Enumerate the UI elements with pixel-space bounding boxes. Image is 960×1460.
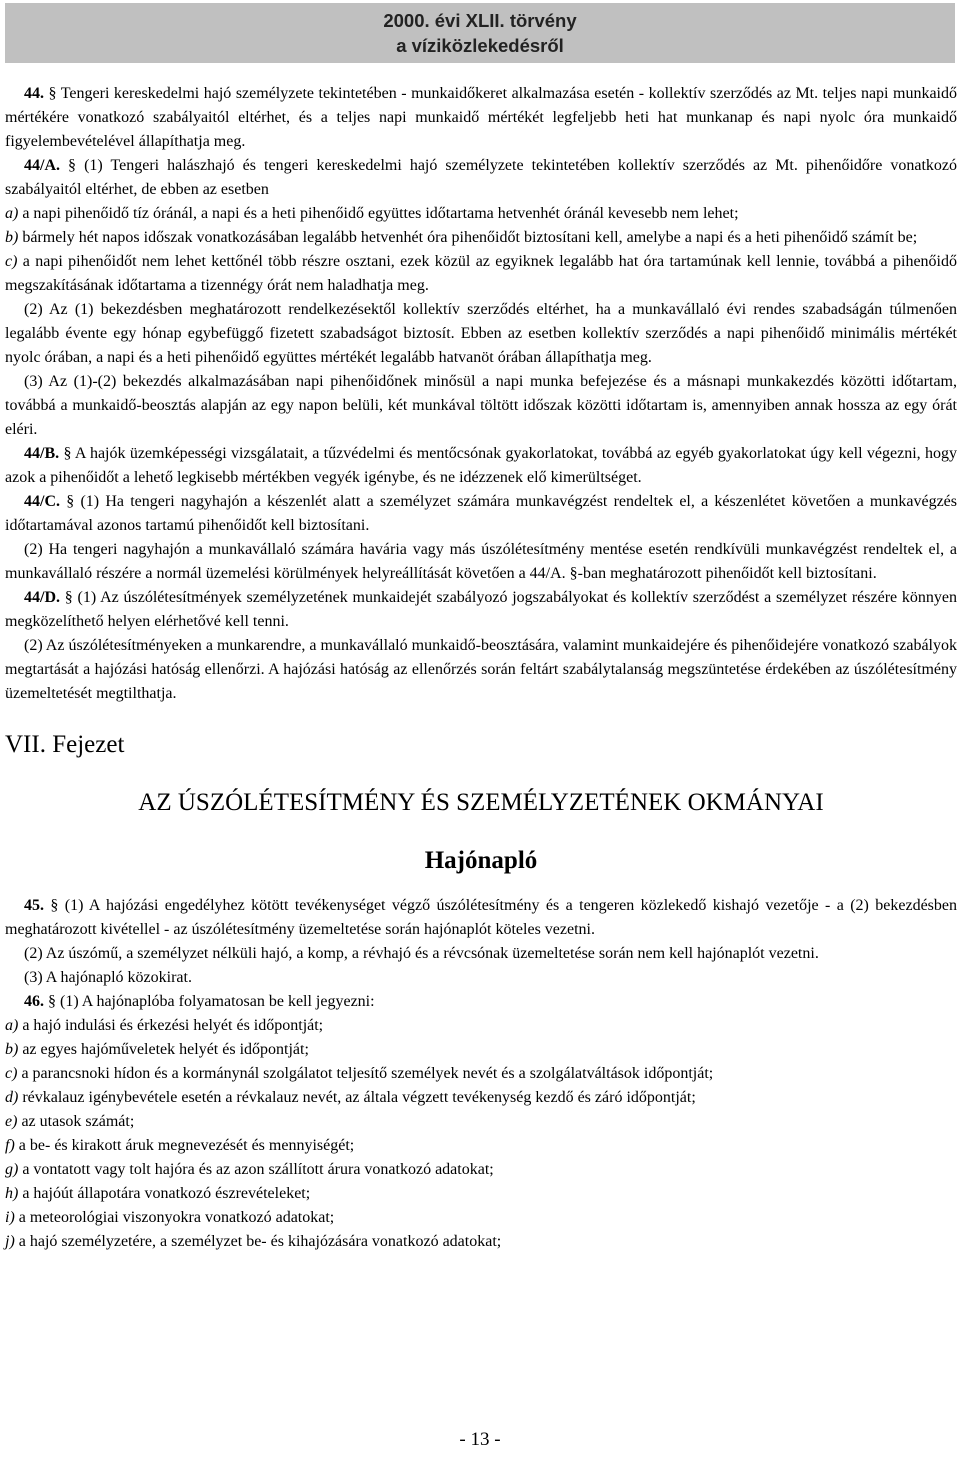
section-number: 45. [24,897,44,914]
document-body [5,82,957,1254]
section-45-p1 [5,894,957,942]
page-header [5,3,955,63]
list-item [5,1062,957,1086]
paragraph-sign: § [48,993,56,1010]
section-text: (1) A hajónaplóba folyamatosan be kell jegyezni: [56,993,375,1010]
chapter-title: AZ ÚSZÓLÉTESÍTMÉNY ÉS SZEMÉLYZETÉNEK OKMÁNYAI [138,789,824,816]
page-number: - 13 - [459,1429,501,1450]
section-number: 44/D. [24,589,60,606]
point-text: az egyes hajóműveletek helyét és időpontját; [18,1041,309,1058]
section-number: 44/C. [24,493,60,510]
paragraph-sign: § [50,897,59,914]
point-text: bármely hét napos időszak vonatkozásában legalább hetvenhét óra pihenőidőt biztosítani kell, amelybe a napi és a heti pihenőidő számít be; [18,229,918,246]
point-label: b) [5,229,19,246]
paragraph-sign: § [66,493,75,510]
point-label: c) [5,253,18,270]
section-46-p1 [5,990,957,1014]
section-44 [5,82,957,154]
section-44a-p1 [5,154,957,202]
section-44d-p1 [5,586,957,634]
point-text: a vontatott vagy tolt hajóra és az azon szállított árura vonatkozó adatokat; [18,1161,494,1178]
header-law-subject: a víziközlekedésről [396,35,564,56]
list-item [5,1230,957,1254]
point-text: a meteorológiai viszonyokra vonatkozó adatokat; [14,1209,335,1226]
point-text: a hajó indulási és érkezési helyét és időpontját; [18,1017,324,1034]
section-text: (1) A hajózási engedélyhez kötött tevékenységet végző úszólétesítmény és a tengeren közlekedő kishajó vezetője - a (2) bekezdésben meghatározott kivétellel - az úszólétesítmény üzemeltetése során hajónaplót köteles vezetni. [5,897,957,938]
list-item [5,1110,957,1134]
section-44b [5,442,957,490]
list-item [5,1134,957,1158]
point-text: révkalauz igénybevétele esetén a révkalauz nevét, az általa végzett tevékenység kezdő és záró időpontját; [18,1089,696,1106]
point-text: a parancsnoki hídon és a kormánynál szolgálatot teljesítő személyek nevét és a szolgálatváltások időpontját; [17,1065,714,1082]
paragraph-sign: § [48,85,57,102]
section-44c-p2: (2) Ha tengeri nagyhajón a munkavállaló számára havária vagy más úszólétesítmény mentése esetén rendkívüli munkavégzést rendeltek el, a munkavállaló részére a normál üzemelési körülmények helyreállítását követően a 44/A. §-ban meghatározott pihenőidőt kell biztosítani. [5,541,957,582]
chapter-subtitle: Hajónapló [424,847,538,874]
section-text: (1) Tengeri halászhajó és tengeri kereskedelmi hajó személyzete tekintetében kollektív szerződés az Mt. pihenőidőre vonatkozó szabályaitól eltérhet, de ebben az esetben [5,157,957,198]
list-item [5,1158,957,1182]
chapter-number: VII. Fejezet [5,731,125,758]
paragraph-sign: § [64,589,73,606]
point-label: e) [5,1113,18,1130]
point-label: a) [5,205,19,222]
point-label: a) [5,1017,19,1034]
point-text: a hajó személyzetére, a személyzet be- és kihajózására vonatkozó adatokat; [14,1233,502,1250]
point-label: j) [5,1233,15,1250]
section-text: (1) Ha tengeri nagyhajón a készenlét alatt a személyzet számára munkavégzést rendeltek el, a készenlétet követően a munkavégzés időtartamával azonos tartamú pihenőidőt kell biztosítani. [5,493,958,534]
list-item [5,1182,957,1206]
section-text: A hajók üzemképességi vizsgálatait, a tűzvédelmi és mentőcsónak gyakorlatokat, továbbá az egyéb gyakorlatokat úgy kell végezni, hogy azok a pihenőidőt a lehető legkisebb mértékben vegyék igénybe, és ne idézzenek elő kimerültséget. [5,445,958,486]
point-label: b) [5,1041,19,1058]
section-number: 44/B. [24,445,60,462]
paragraph-sign: § [63,445,72,462]
point-text: a be- és kirakott áruk megnevezését és mennyiségét; [14,1137,355,1154]
header-law-title: 2000. évi XLII. törvény [383,10,577,31]
section-45-p3: (3) A hajónapló közokirat. [24,969,192,986]
list-item [5,1014,957,1038]
section-44c-p1 [5,490,957,538]
point-text: a hajóút állapotára vonatkozó észrevételeket; [18,1185,311,1202]
section-text: (1) Az úszólétesítmények személyzetének munkaidejét szabályozó jogszabályokat és kollektív szerződést a személyzet részére könnyen megközelíthető helyen elérhetővé kell tenni. [5,589,958,630]
point-text: a napi pihenőidőt nem lehet kettőnél több részre osztani, ezek közül az egyiknek legalább hat óra tartamúnak kell lennie, továbbá a pihenőidő megszakításának időtartama a tizennégy órát nem haladhatja meg. [5,253,957,294]
point-label: f) [5,1137,15,1154]
list-item [5,1206,957,1230]
section-44a-p2: (2) Az (1) bekezdésben meghatározott rendelkezésektől kollektív szerződés eltérhet, ha a munkavállaló évi rendes szabadságán túlmenően legalább évente egy hónap egybefüggő fizetett szabadságot biztosít. Ebben az esetben kollektív szerződés a napi pihenőidő minimális mértékét nyolc órában, a napi és a heti pihenőidő együttes mértékét legalább hatvanöt órában állapíthatja meg. [5,301,957,366]
point-text: a napi pihenőidő tíz óránál, a napi és a heti pihenőidő együttes időtartama hetvenhét óránál kevesebb nem lehet; [18,205,739,222]
point-text: az utasok számát; [17,1113,135,1130]
list-item [5,1086,957,1110]
section-44a-point-a [5,202,957,226]
point-label: i) [5,1209,15,1226]
section-number: 44/A. [24,157,60,174]
point-label: d) [5,1089,19,1106]
section-number: 44. [24,85,44,102]
section-44a-point-b [5,226,957,250]
section-44a-p3: (3) Az (1)-(2) bekezdés alkalmazásában napi pihenőidőnek minősül a napi munka befejezése és a másnapi munkakezdés közötti időtartam, továbbá a munkaidő-beosztás alapján az egy napon belüli, két munkával töltött időszak közötti időtartam is, amennyiben annak hossza az egy órát eléri. [5,373,957,438]
section-text: Tengeri kereskedelmi hajó személyzete tekintetében - munkaidőkeret alkalmazása esetén - kollektív szerződés az Mt. teljes napi munkaidő mértékére vonatkozó szabályaitól eltérhet, és a teljes napi munkaidő mértékét legfeljebb heti hat munkanap és napi nyolc óra munkaidő figyelembevételével állapíthatja meg. [5,85,957,150]
point-label: c) [5,1065,18,1082]
paragraph-sign: § [68,157,77,174]
section-number: 46. [24,993,44,1010]
point-label: g) [5,1161,19,1178]
section-44d-p2: (2) Az úszólétesítményeken a munkarendre, a munkavállaló munkaidő-beosztására, valamint munkaidejére és pihenőidejére vonatkozó szabályok megtartását a hajózási hatóság ellenőrzi. A hajózási hatóság az ellenőrzés során feltárt szabálytalanság megszüntetése érdekében az úszólétesítmény üzemeltetését megtilthatja. [5,637,957,702]
list-item [5,1038,957,1062]
section-44a-point-c [5,250,957,298]
section-45-p2: (2) Az úszómű, a személyzet nélküli hajó, a komp, a révhajó és a révcsónak üzemeltetése során nem kell hajónaplót vezetni. [24,945,819,962]
point-label: h) [5,1185,19,1202]
